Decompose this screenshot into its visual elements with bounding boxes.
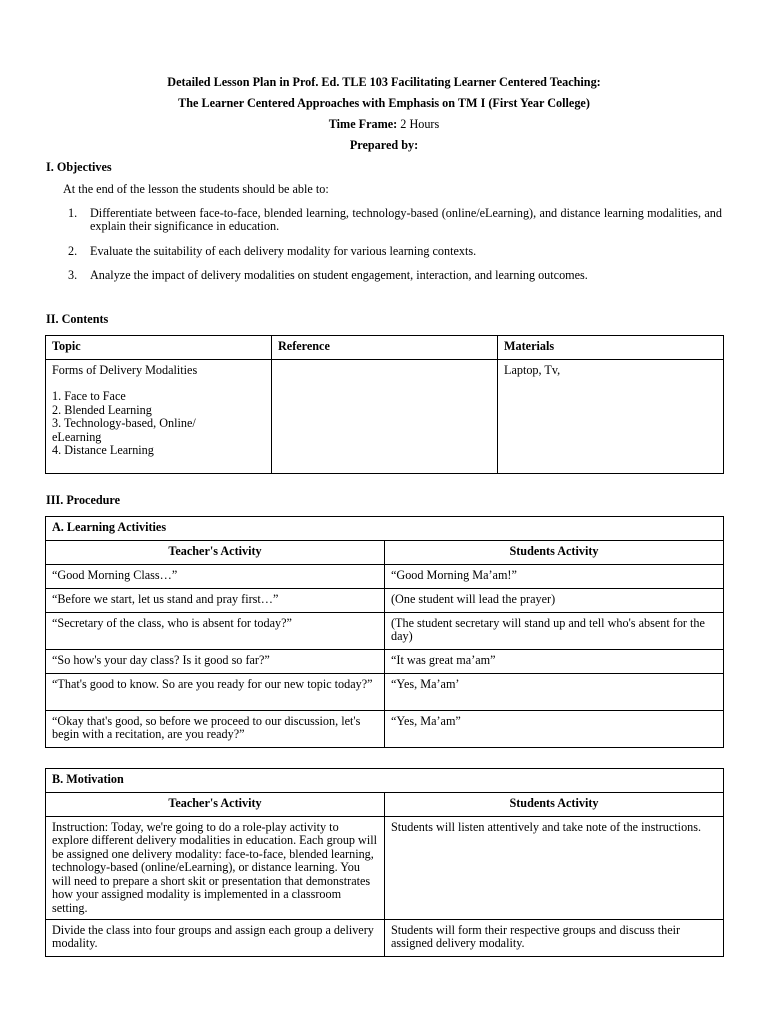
objective-item	[46, 245, 722, 258]
prepared-by: Prepared by:	[349, 138, 419, 152]
contents-topic-cell	[46, 360, 272, 474]
learning-activities-table	[45, 516, 724, 748]
time-frame-label: Time Frame:	[328, 117, 398, 131]
student-activity-cell: Students will listen attentively and take note of the instructions.	[385, 817, 724, 920]
topic-item: eLearning	[52, 429, 102, 444]
time-frame-value: 2 Hours	[397, 117, 440, 131]
time-frame	[0, 118, 768, 131]
topic-title: Forms of Delivery Modalities	[52, 363, 198, 377]
teacher-activity-cell: “Good Morning Class…”	[46, 565, 385, 589]
objectives-list	[46, 207, 722, 294]
teacher-activity-cell: “Secretary of the class, who is absent for today?”	[46, 613, 385, 650]
contents-table	[45, 335, 724, 474]
objective-number: 3.	[68, 268, 78, 283]
student-activity-cell: “Good Morning Ma’am!”	[385, 565, 724, 589]
teacher-activity-cell: Divide the class into four groups and assign each group a delivery modality.	[46, 919, 385, 956]
topic-item: 3. Technology-based, Online/	[52, 416, 196, 431]
student-activity-cell: “Yes, Ma’am”	[385, 711, 724, 748]
contents-header-reference: Reference	[272, 336, 498, 360]
contents-header-topic: Topic	[46, 336, 272, 360]
teacher-activity-cell: Instruction: Today, we're going to do a role-play activity to explore different delivery modalities in education. Each group will be assigned one delivery modality: face-to-face, blended learning, technology-based (online/eLearning), or distance learning. You will need to prepare a short skit or presentation that demonstrates how your assigned modality is implemented in a classroom setting.	[46, 817, 385, 920]
objectives-heading: I. Objectives	[46, 160, 112, 174]
objective-number: 1.	[68, 206, 78, 220]
objective-item	[46, 269, 722, 282]
student-activity-cell: (The student secretary will stand up and tell who's absent for the day)	[385, 613, 724, 650]
students-activity-header: Students Activity	[385, 793, 724, 817]
student-activity-cell: “Yes, Ma’am’	[385, 674, 724, 711]
students-activity-header: Students Activity	[385, 541, 724, 565]
contents-heading: II. Contents	[46, 312, 109, 326]
teacher-activity-cell: “Okay that's good, so before we proceed to our discussion, let's begin with a recitation, are you ready?”	[46, 711, 385, 748]
contents-materials-cell: Laptop, Tv,	[498, 360, 724, 474]
student-activity-cell: Students will form their respective groups and discuss their assigned delivery modality.	[385, 919, 724, 956]
student-activity-cell: (One student will lead the prayer)	[385, 589, 724, 613]
topic-item: 2. Blended Learning	[52, 402, 152, 417]
teacher-activity-cell: “Before we start, let us stand and pray first…”	[46, 589, 385, 613]
teacher-activity-header: Teacher's Activity	[46, 541, 385, 565]
procedure-heading: III. Procedure	[46, 493, 121, 507]
topic-item: 1. Face to Face	[52, 389, 126, 404]
teacher-activity-cell: “So how's your day class? Is it good so far?”	[46, 650, 385, 674]
objective-text: Analyze the impact of delivery modalities on student engagement, interaction, and learning outcomes.	[90, 268, 588, 283]
document-title-line-1: Detailed Lesson Plan in Prof. Ed. TLE 103 Facilitating Learner Centered Teaching:	[167, 75, 601, 89]
student-activity-cell: “It was great ma’am”	[385, 650, 724, 674]
objective-number: 2.	[68, 243, 78, 258]
topic-item: 4. Distance Learning	[52, 443, 154, 458]
teacher-activity-header: Teacher's Activity	[46, 793, 385, 817]
objectives-intro: At the end of the lesson the students should be able to:	[63, 182, 329, 196]
contents-reference-cell	[272, 360, 498, 474]
motivation-table	[45, 768, 724, 957]
contents-header-materials: Materials	[498, 336, 724, 360]
objective-text: Differentiate between face-to-face, blended learning, technology-based (online/eLearning), and distance learning modalities, and explain their significance in education.	[90, 206, 722, 234]
learning-activities-title: A. Learning Activities	[46, 517, 724, 541]
document-title-line-2: The Learner Centered Approaches with Emphasis on TM I (First Year College)	[178, 96, 590, 110]
objective-text: Evaluate the suitability of each delivery modality for various learning contexts.	[90, 243, 477, 258]
teacher-activity-cell: “That's good to know. So are you ready for our new topic today?”	[46, 674, 385, 711]
motivation-title: B. Motivation	[46, 769, 724, 793]
objective-item	[46, 207, 722, 234]
